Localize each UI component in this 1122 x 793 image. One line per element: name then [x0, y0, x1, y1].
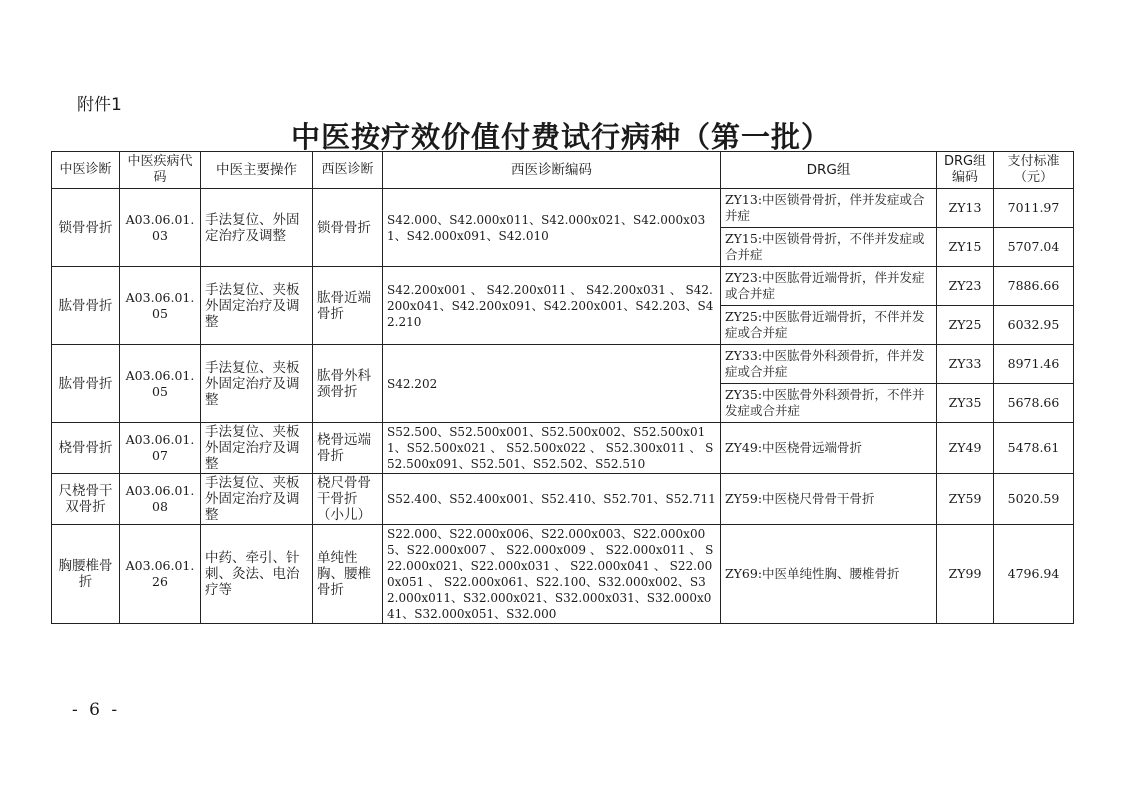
payment-standard: 4796.94 [994, 525, 1074, 624]
column-header: 中医疾病代码 [120, 152, 201, 189]
main-operation: 手法复位、夹板外固定治疗及调整 [201, 423, 313, 474]
main-operation: 手法复位、夹板外固定治疗及调整 [201, 345, 313, 423]
tcm-diagnosis: 胸腰椎骨折 [52, 525, 120, 624]
drg-group: ZY59:中医桡尺骨骨干骨折 [721, 474, 937, 525]
main-operation: 手法复位、夹板外固定治疗及调整 [201, 267, 313, 345]
drg-group: ZY49:中医桡骨远端骨折 [721, 423, 937, 474]
drg-code: ZY59 [937, 474, 994, 525]
western-diagnosis-codes: S42.202 [383, 345, 721, 423]
drg-code: ZY23 [937, 267, 994, 306]
payment-standard: 6032.95 [994, 306, 1074, 345]
payment-standard: 5020.59 [994, 474, 1074, 525]
tcm-code: A03.06.01.08 [120, 474, 201, 525]
column-header: 支付标准（元） [994, 152, 1074, 189]
drg-group: ZY15:中医锁骨骨折，不伴并发症或合并症 [721, 228, 937, 267]
main-operation: 中药、牵引、针刺、灸法、电治疗等 [201, 525, 313, 624]
table-row [52, 474, 1074, 525]
table-row [52, 267, 1074, 306]
payment-standard: 8971.46 [994, 345, 1074, 384]
table-row [52, 345, 1074, 384]
western-diagnosis: 肱骨外科颈骨折 [313, 345, 383, 423]
drg-code: ZY25 [937, 306, 994, 345]
payment-standard: 7886.66 [994, 267, 1074, 306]
drg-code: ZY99 [937, 525, 994, 624]
drg-group: ZY13:中医锁骨骨折，伴并发症或合并症 [721, 189, 937, 228]
payment-standard: 7011.97 [994, 189, 1074, 228]
tcm-diagnosis: 肱骨骨折 [52, 267, 120, 345]
payment-standard: 5678.66 [994, 384, 1074, 423]
western-diagnosis-codes: S52.400、S52.400x001、S52.410、S52.701、S52.711 [383, 474, 721, 525]
tcm-diagnosis: 肱骨骨折 [52, 345, 120, 423]
drg-code: ZY15 [937, 228, 994, 267]
drg-group: ZY25:中医肱骨近端骨折，不伴并发症或合并症 [721, 306, 937, 345]
table-header-row [52, 152, 1074, 189]
western-diagnosis: 肱骨近端骨折 [313, 267, 383, 345]
table-row [52, 189, 1074, 228]
drg-code: ZY49 [937, 423, 994, 474]
drg-code: ZY13 [937, 189, 994, 228]
tcm-code: A03.06.01.05 [120, 345, 201, 423]
tcm-code: A03.06.01.03 [120, 189, 201, 267]
drg-group: ZY33:中医肱骨外科颈骨折，伴并发症或合并症 [721, 345, 937, 384]
drg-code: ZY33 [937, 345, 994, 384]
pricing-table [51, 151, 1074, 624]
column-header: 中医主要操作 [201, 152, 313, 189]
western-diagnosis-codes: S42.200x001 、 S42.200x011 、 S42.200x031 、 S42.200x041、S42.200x091、S42.200x001、S42.203、S42.210 [383, 267, 721, 345]
western-diagnosis: 单纯性胸、腰椎骨折 [313, 525, 383, 624]
payment-standard: 5707.04 [994, 228, 1074, 267]
western-diagnosis-codes: S22.000、S22.000x006、S22.000x003、S22.000x005、S22.000x007 、 S22.000x009 、 S22.000x011 、 S22.000x021、S22.000x031 、 S22.000x041 、 S22.000x051 、 S22.000x061、S22.100、S32.000x002、S32.000x011、S32.000x021、S32.000x031、S32.000x041、S32.000x051、S32.000 [383, 525, 721, 624]
western-diagnosis: 桡骨远端骨折 [313, 423, 383, 474]
western-diagnosis-codes: S42.000、S42.000x011、S42.000x021、S42.000x031、S42.000x091、S42.010 [383, 189, 721, 267]
column-header: DRG组 [721, 152, 937, 189]
attachment-label: 附件1 [77, 95, 122, 115]
tcm-code: A03.06.01.26 [120, 525, 201, 624]
western-diagnosis: 桡尺骨骨干骨折（小儿） [313, 474, 383, 525]
drg-code: ZY35 [937, 384, 994, 423]
drg-group: ZY23:中医肱骨近端骨折，伴并发症或合并症 [721, 267, 937, 306]
western-diagnosis: 锁骨骨折 [313, 189, 383, 267]
column-header: 西医诊断 [313, 152, 383, 189]
tcm-code: A03.06.01.05 [120, 267, 201, 345]
main-operation: 手法复位、外固定治疗及调整 [201, 189, 313, 267]
western-diagnosis-codes: S52.500、S52.500x001、S52.500x002、S52.500x011、S52.500x021 、 S52.500x022 、 S52.300x011 、 S52.500x091、S52.501、S52.502、S52.510 [383, 423, 721, 474]
table-row [52, 423, 1074, 474]
drg-group: ZY35:中医肱骨外科颈骨折，不伴并发症或合并症 [721, 384, 937, 423]
tcm-diagnosis: 锁骨骨折 [52, 189, 120, 267]
payment-standard: 5478.61 [994, 423, 1074, 474]
page-number: - 6 - [72, 700, 121, 720]
drg-group: ZY69:中医单纯性胸、腰椎骨折 [721, 525, 937, 624]
main-operation: 手法复位、夹板外固定治疗及调整 [201, 474, 313, 525]
column-header: 西医诊断编码 [383, 152, 721, 189]
tcm-diagnosis: 桡骨骨折 [52, 423, 120, 474]
table-row [52, 525, 1074, 624]
document-title: 中医按疗效价值付费试行病种（第一批） [290, 120, 831, 154]
column-header: DRG组编码 [937, 152, 994, 189]
tcm-code: A03.06.01.07 [120, 423, 201, 474]
tcm-diagnosis: 尺桡骨干双骨折 [52, 474, 120, 525]
column-header: 中医诊断 [52, 152, 120, 189]
